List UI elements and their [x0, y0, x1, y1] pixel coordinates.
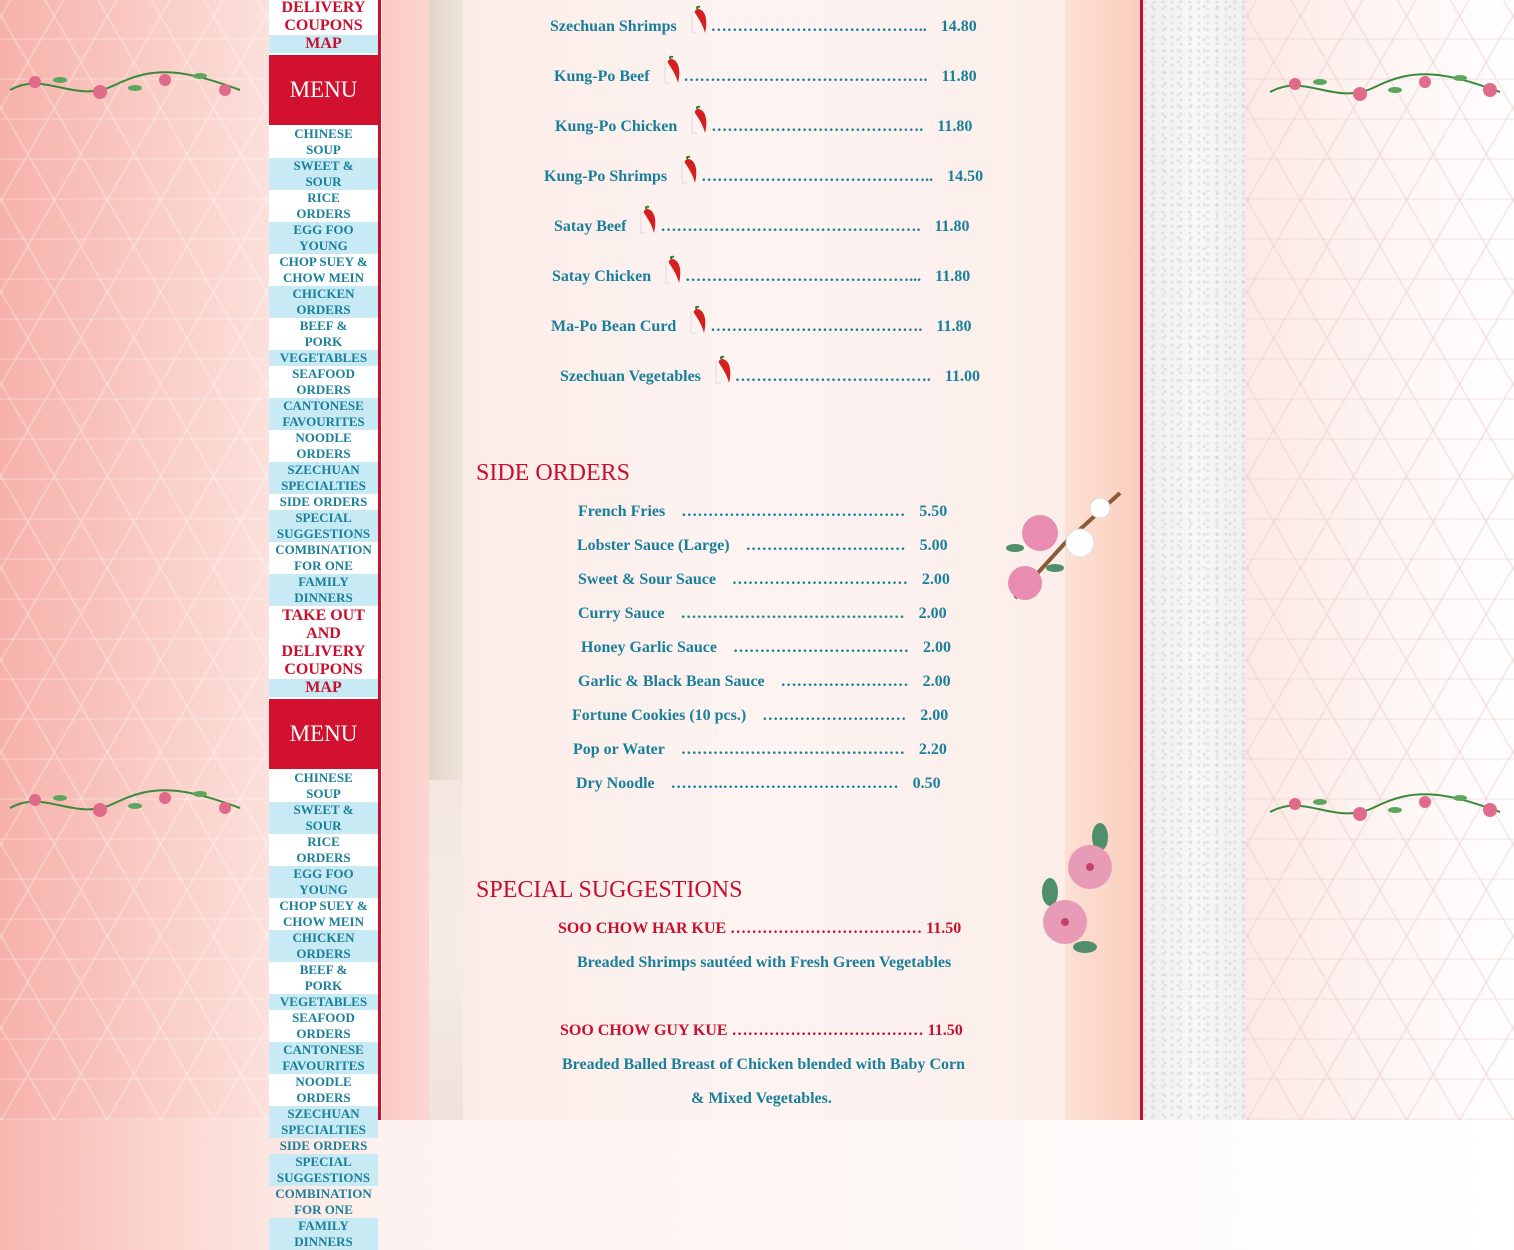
- sidebar-item-label: SOUP: [306, 142, 341, 157]
- sidebar-item-label: VEGETABLES: [279, 350, 368, 365]
- item-price: 0.50: [912, 775, 941, 792]
- item-name: SOO CHOW GUY KUE: [560, 1022, 728, 1039]
- sidebar-link-map-2[interactable]: MAP: [269, 679, 378, 697]
- sidebar-link-delivery[interactable]: DELIVERY: [281, 0, 366, 16]
- sidebar-item-label: FAMILY: [298, 574, 349, 589]
- item-dots: ……………………: [780, 673, 909, 690]
- item-name: SOO CHOW HAR KUE: [558, 920, 727, 937]
- special-suggestions-title: SPECIAL SUGGESTIONS: [476, 877, 743, 903]
- menu-item-row: [572, 707, 948, 725]
- flower-vine-icon: [1265, 62, 1505, 112]
- item-name: Fortune Cookies (10 pcs.): [572, 707, 747, 724]
- item-price: 2.00: [921, 571, 950, 588]
- item-dots: ………………………………………….: [660, 218, 921, 235]
- sidebar-item-label: SEAFOOD: [292, 366, 355, 381]
- item-dots: …………………………………..: [710, 18, 927, 35]
- sidebar-item-vegetables[interactable]: [269, 350, 378, 366]
- item-description: & Mixed Vegetables.: [691, 1090, 832, 1107]
- sidebar-item-label: FOR ONE: [294, 558, 353, 573]
- sidebar-item-label: SIDE ORDERS: [279, 494, 368, 509]
- sidebar-item-label: CHOW MEIN: [282, 914, 364, 929]
- menu-item-row: [554, 55, 977, 86]
- item-name: French Fries: [578, 503, 666, 520]
- sidebar-item-label: CHICKEN: [292, 286, 355, 301]
- sidebar-item-chinese[interactable]: [269, 770, 378, 802]
- sidebar-item-label: ORDERS: [296, 302, 351, 317]
- sidebar-link-map[interactable]: MAP: [269, 35, 378, 53]
- menu-header-2[interactable]: MENU: [269, 698, 378, 770]
- item-dots: ………………………………: [730, 920, 923, 937]
- item-price: 11.80: [941, 68, 977, 85]
- item-dots: ………………………………: [731, 1022, 924, 1039]
- chili-pepper-icon: [690, 318, 710, 335]
- sidebar-item-chicken[interactable]: [269, 930, 378, 962]
- sidebar-item-label: ORDERS: [296, 850, 351, 865]
- sidebar-item-szechuan[interactable]: [269, 462, 378, 494]
- sidebar-item-side-orders[interactable]: [269, 1138, 378, 1154]
- sidebar-item-family[interactable]: [269, 574, 378, 606]
- item-name: Lobster Sauce (Large): [577, 537, 730, 554]
- item-name: Dry Noodle: [576, 775, 655, 792]
- sidebar-item-label: SWEET &: [293, 802, 354, 817]
- menu-item-row: [551, 305, 971, 336]
- menu-item-row: [577, 537, 948, 555]
- textured-strip: [1143, 0, 1246, 1120]
- chili-pepper-icon: [681, 168, 701, 185]
- sidebar-item-cantonese[interactable]: [269, 1042, 378, 1074]
- item-name: Curry Sauce: [578, 605, 665, 622]
- sidebar-item-label: EGG FOO: [293, 866, 354, 881]
- item-price: 2.20: [918, 741, 947, 758]
- side-orders-title: SIDE ORDERS: [476, 460, 631, 486]
- sidebar-item-label: FOR ONE: [294, 1202, 353, 1217]
- sidebar-item-label: BEEF &: [299, 962, 348, 977]
- menu-item-row: [581, 639, 951, 657]
- sidebar-item-label: SOUP: [306, 786, 341, 801]
- flower-vine-icon: [1265, 782, 1505, 832]
- sidebar-item-label: CHOW MEIN: [282, 270, 364, 285]
- item-dots: ……………………………………...: [685, 268, 922, 285]
- right-pattern-background: [1246, 0, 1514, 1120]
- sidebar-item-label: YOUNG: [299, 238, 348, 253]
- sidebar-item-label: ORDERS: [296, 946, 351, 961]
- item-name: Kung-Po Chicken: [555, 118, 678, 135]
- sidebar-item-label: RICE: [307, 190, 340, 205]
- sidebar-item-rice[interactable]: [269, 190, 378, 222]
- menu-item-row: [544, 155, 983, 186]
- sidebar-item-label: SUGGESTIONS: [276, 526, 371, 541]
- sidebar-item-label: PORK: [304, 334, 343, 349]
- sidebar-item-beef[interactable]: [269, 318, 378, 350]
- sidebar-item-label: CANTONESE: [283, 1042, 364, 1057]
- sidebar-item-label: SPECIAL: [295, 510, 352, 525]
- sidebar-item-label: CHINESE: [294, 770, 353, 785]
- cherry-blossom-icon: [995, 488, 1125, 613]
- item-name: Kung-Po Beef: [554, 68, 650, 85]
- item-price: 5.50: [919, 503, 948, 520]
- sidebar-item-label: NOODLE: [295, 1074, 352, 1089]
- sidebar-item-label: SOUR: [305, 818, 342, 833]
- sidebar-item-family[interactable]: [269, 1218, 378, 1250]
- sidebar-item-label: FAVOURITES: [282, 1058, 365, 1073]
- hibiscus-icon: [1030, 822, 1120, 957]
- menu-item-row: [578, 605, 947, 623]
- menu-item-row: [578, 571, 950, 589]
- item-dots: ……………………………………: [681, 503, 906, 520]
- sidebar-item-chinese[interactable]: [269, 126, 378, 158]
- sidebar-item-label: SPECIAL: [295, 1154, 352, 1169]
- item-price: 14.80: [940, 18, 977, 35]
- item-price: 5.00: [919, 537, 948, 554]
- item-name: Satay Beef: [554, 218, 627, 235]
- sidebar-item-cantonese[interactable]: [269, 398, 378, 430]
- item-dots: ……………………………: [732, 639, 909, 656]
- sidebar-item-label: SWEET &: [293, 158, 354, 173]
- sidebar-item-seafood[interactable]: [269, 1010, 378, 1042]
- sidebar-item-label: ORDERS: [296, 206, 351, 221]
- item-price: 2.00: [920, 707, 949, 724]
- sidebar-item-combination[interactable]: [269, 1186, 378, 1218]
- item-name: Garlic & Black Bean Sauce: [578, 673, 765, 690]
- sidebar-item-egg-foo[interactable]: [269, 866, 378, 898]
- sidebar-item-label: YOUNG: [299, 882, 348, 897]
- sidebar-item-sweet[interactable]: [269, 158, 378, 190]
- item-price: 11.50: [927, 1022, 963, 1039]
- item-name: Ma-Po Bean Curd: [551, 318, 677, 335]
- sidebar-item-label: RICE: [307, 834, 340, 849]
- item-dots: …………………………: [745, 537, 906, 554]
- left-pattern-background: [0, 0, 268, 1120]
- item-dots: ……………………………………..: [701, 168, 934, 185]
- item-dots: ………………………: [762, 707, 907, 724]
- sidebar-item-label: SUGGESTIONS: [276, 1170, 371, 1185]
- sidebar-item-label: CHICKEN: [292, 930, 355, 945]
- item-name: Pop or Water: [573, 741, 665, 758]
- sidebar-item-label: CHOP SUEY &: [279, 254, 368, 269]
- divider-rule: [378, 0, 381, 1120]
- item-name: Szechuan Shrimps: [550, 18, 677, 35]
- sidebar-item-label: ORDERS: [296, 1026, 351, 1041]
- sidebar-menu-list-2: [269, 770, 378, 1250]
- sidebar-item-special[interactable]: [269, 510, 378, 542]
- sidebar-item-beef[interactable]: [269, 962, 378, 994]
- item-price: 14.50: [947, 168, 984, 185]
- item-dots: ……………………………………: [680, 605, 905, 622]
- item-name: Satay Chicken: [552, 268, 652, 285]
- chili-pepper-icon: [691, 18, 711, 35]
- sidebar-item-label: SPECIALTIES: [281, 1122, 366, 1137]
- sidebar-item-label: SEAFOOD: [292, 1010, 355, 1025]
- menu-item-row: [578, 503, 947, 521]
- sidebar-item-egg-foo[interactable]: [269, 222, 378, 254]
- chili-pepper-icon: [664, 68, 684, 85]
- item-name: Sweet & Sour Sauce: [578, 571, 716, 588]
- sidebar-item-label: DINNERS: [294, 590, 353, 605]
- menu-item-row: [558, 920, 961, 938]
- sidebar-item-chop-suey[interactable]: [269, 898, 378, 930]
- sidebar-item-seafood[interactable]: [269, 366, 378, 398]
- flower-vine-icon: [5, 60, 245, 110]
- item-price: 2.00: [922, 673, 951, 690]
- sidebar-link-takeout-coupons[interactable]: COUPONS: [284, 661, 363, 678]
- sidebar-item-label: ORDERS: [296, 382, 351, 397]
- sidebar-item-noodle[interactable]: [269, 430, 378, 462]
- sidebar-item-chicken[interactable]: [269, 286, 378, 318]
- sidebar-item-label: CHINESE: [294, 126, 353, 141]
- sidebar-item-sweet[interactable]: [269, 802, 378, 834]
- item-price: 11.50: [926, 920, 962, 937]
- sidebar-item-label: EGG FOO: [293, 222, 354, 237]
- sidebar-item-label: SZECHUAN: [287, 1106, 360, 1121]
- decorative-strip: [429, 0, 463, 780]
- sidebar-link-takeout-and[interactable]: AND: [306, 625, 341, 642]
- sidebar-item-side-orders[interactable]: [269, 494, 378, 510]
- sidebar-item-combination[interactable]: [269, 542, 378, 574]
- item-description: Breaded Shrimps sautéed with Fresh Green Vegetables: [577, 954, 952, 971]
- menu-item-row: [550, 5, 977, 36]
- sidebar-item-label: SIDE ORDERS: [279, 1138, 368, 1153]
- menu-item-row: [576, 775, 941, 793]
- item-name: Honey Garlic Sauce: [581, 639, 717, 656]
- sidebar-item-label: ORDERS: [296, 1090, 351, 1105]
- chili-pepper-icon: [715, 368, 735, 385]
- item-dots: ………………………………….: [711, 118, 924, 135]
- sidebar-item-rice[interactable]: [269, 834, 378, 866]
- item-price: 11.80: [934, 218, 970, 235]
- flower-vine-icon: [5, 778, 245, 828]
- chili-pepper-icon: [665, 268, 685, 285]
- sidebar-item-label: SOUR: [305, 174, 342, 189]
- sidebar-item-label: SPECIALTIES: [281, 478, 366, 493]
- sidebar-link-takeout-delivery[interactable]: DELIVERY: [281, 643, 366, 660]
- sidebar-item-label: FAMILY: [298, 1218, 349, 1233]
- item-price: 2.00: [918, 605, 947, 622]
- chili-pepper-icon: [691, 118, 711, 135]
- decorative-strip: [382, 0, 429, 1120]
- item-dots: ……………………………: [731, 571, 908, 588]
- sidebar-item-label: NOODLE: [295, 430, 352, 445]
- item-dots: ……………………………………: [680, 741, 905, 758]
- item-dots: ……………………………….: [734, 368, 931, 385]
- item-name: Szechuan Vegetables: [560, 368, 701, 385]
- menu-header[interactable]: MENU: [269, 54, 378, 126]
- sidebar-item-label: CANTONESE: [283, 398, 364, 413]
- menu-item-row: [560, 355, 980, 386]
- sidebar-item-label: SZECHUAN: [287, 462, 360, 477]
- item-dots: ……………………………………….: [683, 68, 928, 85]
- sidebar-item-label: FAVOURITES: [282, 414, 365, 429]
- item-price: 11.80: [937, 118, 973, 135]
- item-price: 2.00: [922, 639, 951, 656]
- sidebar-item-szechuan[interactable]: [269, 1106, 378, 1138]
- menu-item-row: [573, 741, 947, 759]
- sidebar-link-takeout[interactable]: TAKE OUT: [282, 607, 365, 624]
- sidebar-item-vegetables[interactable]: [269, 994, 378, 1010]
- item-dots: ………………………………….: [710, 318, 923, 335]
- sidebar-link-coupons[interactable]: COUPONS: [284, 17, 363, 34]
- item-price: 11.00: [944, 368, 981, 385]
- sidebar-item-label: ORDERS: [296, 446, 351, 461]
- sidebar-item-label: COMBINATION: [275, 542, 372, 557]
- sidebar-item-special[interactable]: [269, 1154, 378, 1186]
- menu-item-row: [578, 673, 951, 691]
- decorative-strip: [429, 780, 463, 1120]
- sidebar-item-label: CHOP SUEY &: [279, 898, 368, 913]
- item-price: 11.80: [935, 268, 971, 285]
- item-dots: ……….……………………………: [670, 775, 899, 792]
- menu-item-row: [552, 255, 970, 286]
- sidebar-nav: [269, 0, 378, 1249]
- sidebar-item-label: BEEF &: [299, 318, 348, 333]
- sidebar-item-label: PORK: [304, 978, 343, 993]
- sidebar-item-label: COMBINATION: [275, 1186, 372, 1201]
- sidebar-menu-list: [269, 126, 378, 606]
- sidebar-item-noodle[interactable]: [269, 1074, 378, 1106]
- sidebar-item-chop-suey[interactable]: [269, 254, 378, 286]
- menu-item-row: [560, 1022, 963, 1040]
- menu-item-row: [555, 105, 972, 136]
- item-description: Breaded Balled Breast of Chicken blended with Baby Corn: [562, 1056, 966, 1073]
- menu-item-row: [554, 205, 970, 236]
- sidebar-item-label: VEGETABLES: [279, 994, 368, 1009]
- sidebar-item-label: DINNERS: [294, 1234, 353, 1249]
- chili-pepper-icon: [640, 218, 660, 235]
- item-price: 11.80: [936, 318, 972, 335]
- item-name: Kung-Po Shrimps: [544, 168, 668, 185]
